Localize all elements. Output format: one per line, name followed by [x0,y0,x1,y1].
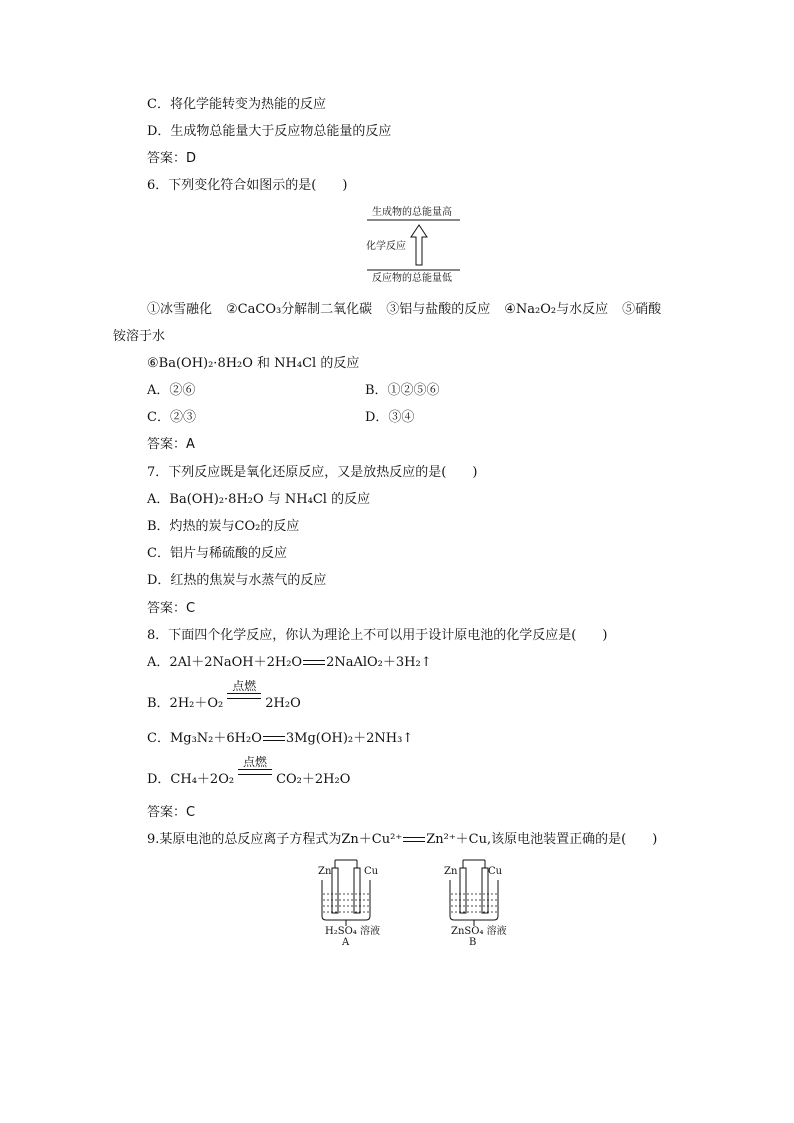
q8-b-products: 2H₂O [265,696,301,711]
q8-a-reactants: A．2Al＋2NaOH＋2H₂O [147,655,303,670]
q6-items-line3: ⑥Ba(OH)₂·8H₂O 和 NH₄Cl 的反应 [147,356,360,371]
q8-a-products: 2NaAlO₂＋3H₂↑ [326,655,432,670]
cell-a-solution: H₂SO₄ 溶液 [325,926,380,937]
q6-item-1: ①冰雪融化 [147,302,213,317]
cell-b-solution: ZnSO₄ 溶液 [451,926,507,937]
q6-option-b: B．①②⑤⑥ [365,383,440,398]
q7-option-c: C．铝片与稀硫酸的反应 [147,546,287,561]
energy-bottom-label: 反应物的总能量低 [372,273,452,284]
q8-option-c [147,731,413,747]
q6-item-4: ④Na₂O₂与水反应 [504,302,609,317]
q8-b-condition: 点燃 [232,679,257,693]
q5-answer: 答案：D [147,151,197,166]
q8-answer: 答案：C [147,805,196,820]
q7-option-b: B．灼热的炭与CO₂的反应 [147,519,300,534]
q8-b-reactants: B．2H₂＋O₂ [147,696,224,711]
cell-b-zn-label: Zn [444,866,458,877]
q8-c-products: 3Mg(OH)₂＋2NH₃↑ [285,731,414,746]
q9-stem [147,832,657,848]
q9-stem-left: 9.某原电池的总反应离子方程式为Zn＋Cu²⁺ [147,832,403,847]
q6-answer: 答案：A [147,437,195,452]
q8-b-condition-arrow [227,680,261,699]
cell-b-cu-label: Cu [488,866,503,877]
up-arrow-icon [411,225,427,265]
q6-option-d: D．③④ [365,410,415,425]
q8-c-reactants: C．Mg₃N₂＋6H₂O [147,731,262,746]
q5-option-c: C．将化学能转变为热能的反应 [147,97,326,112]
q8-d-condition: 点燃 [243,755,268,769]
q8-d-condition-arrow [238,756,272,775]
q6-items-line1 [147,302,661,318]
q8-option-d [147,756,350,787]
q8-option-a [147,655,432,671]
q7-stem: 7．下列反应既是氧化还原反应，又是放热反应的是( ) [147,465,478,480]
cell-a-letter: A [342,937,350,948]
q6-option-c: C．②③ [147,410,196,425]
q6-item-3: ③铝与盐酸的反应 [386,302,491,317]
q9-stem-right: Zn²⁺＋Cu,该原电池装置正确的是( ) [426,832,658,847]
equals-sign-icon [403,837,425,842]
cell-b-letter: B [469,937,477,948]
q8-stem: 8．下面四个化学反应，你认为理论上不可以用于设计原电池的化学反应是( ) [147,628,608,643]
q6-items-line2: 铵溶于水 [113,329,166,344]
equals-sign-icon [303,660,325,665]
beaker [450,880,498,920]
equals-sign-icon [263,736,285,741]
cell-a-zn-label: Zn [318,866,332,877]
q7-option-d: D．红热的焦炭与水蒸气的反应 [147,573,327,588]
q5-option-d: D．生成物总能量大于反应物总能量的反应 [147,124,392,139]
q8-option-b [147,680,301,711]
energy-top-label: 生成物的总能量高 [372,207,452,218]
q8-d-reactants: D．CH₄＋2O₂ [147,772,235,787]
energy-middle-label: 化学反应 [366,241,406,252]
q7-option-a: A．Ba(OH)₂·8H₂O 与 NH₄Cl 的反应 [147,492,371,507]
q6-item-2: ②CaCO₃分解制二氧化碳 [226,302,373,317]
q8-d-products: CO₂＋2H₂O [276,772,351,787]
q6-option-a: A．②⑥ [147,383,196,398]
beaker [322,880,370,920]
q6-stem: 6．下列变化符合如图示的是( ) [147,178,348,193]
q6-item-5: ⑤硝酸 [622,302,662,317]
cell-a-cu-label: Cu [364,866,379,877]
q7-answer: 答案：C [147,601,196,616]
